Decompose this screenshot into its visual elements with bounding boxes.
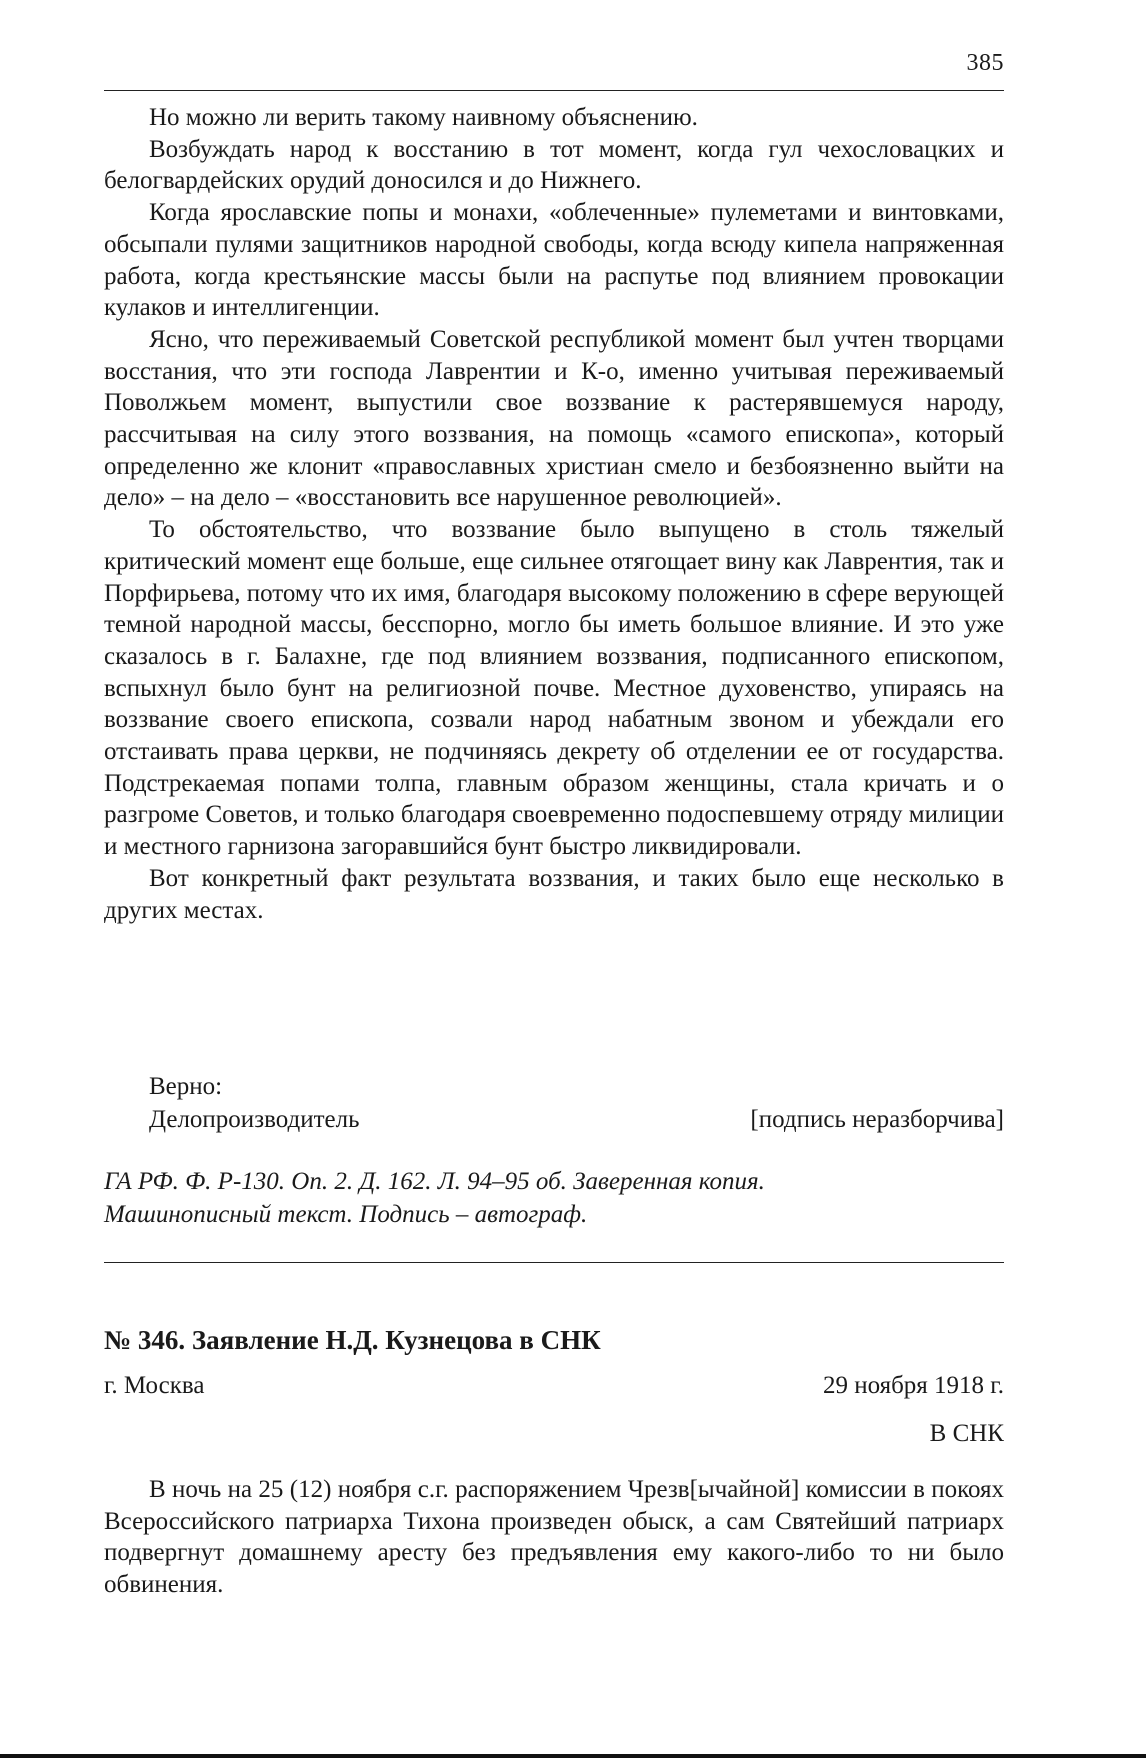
attestation-block bbox=[149, 1070, 1004, 1136]
source-line-1: ГА РФ. Ф. Р-130. Оп. 2. Д. 162. Л. 94–95 об. Заверенная копия. bbox=[104, 1168, 765, 1195]
paragraph-6: Вот конкретный факт результата воззвания, и таких было еще несколько в других местах. bbox=[104, 864, 1004, 924]
document-addressee: В СНК bbox=[929, 1420, 1004, 1447]
clerk-label: Делопроизводитель bbox=[149, 1106, 360, 1133]
signature-note: [подпись неразборчива] bbox=[750, 1106, 1004, 1133]
document-paragraph-1: В ночь на 25 (12) ноября с.г. распоряжением Чрезв[ычайной] комиссии в покоях Всероссийского патриарха Тихона произведен обыск, а сам Святейший патриарх подвергнут домашнему аресту без предъявления ему какого-либо то ни было обвинения. bbox=[104, 1476, 1004, 1599]
archival-source-note bbox=[104, 1165, 1004, 1231]
header-rule bbox=[104, 90, 1004, 91]
paragraph-1: Но можно ли верить такому наивному объяснению. bbox=[149, 104, 698, 131]
document-body bbox=[104, 1474, 1004, 1601]
scan-bottom-edge bbox=[0, 1754, 1146, 1758]
section-divider bbox=[104, 1262, 1004, 1263]
document-place: г. Москва bbox=[104, 1372, 205, 1399]
book-page bbox=[104, 0, 1004, 1758]
paragraph-3: Когда ярославские попы и монахи, «облеченные» пулеметами и винтовками, обсыпали пулями защитников народной свободы, когда всюду кипела напряженная работа, когда крестьянские массы были на распутье под влиянием провокации кулаков и интеллигенции. bbox=[104, 199, 1004, 322]
paragraph-5: То обстоятельство, что воззвание было выпущено в столь тяжелый критический момент еще больше, еще сильнее отягощает вину как Лаврентия, так и Порфирьева, потому что их имя, благодаря высокому положению в сфере верующей темной народной массы, бесспорно, могло бы иметь большое влияние. И это уже сказалось в г. Балахне, где под влиянием воззвания, подписанного епископом, вспыхнул было бунт на религиозной почве. Местное духовенство, упираясь на воззвание своего епископа, созвали народ набатным звоном и убеждали его отстаивать права церкви, не подчиняясь декрету об отделении ее от государства. Подстрекаемая попами толпа, главным образом женщины, стала кричать и о разгроме Советов, и только благодаря своевременно подоспевшему отряду милиции и местного гарнизона загоравшийся бунт быстро ликвидировали. bbox=[104, 516, 1004, 861]
paragraph-2: Возбуждать народ к восстанию в тот момент, когда гул чехословацких и белогвардейских орудий доносился и до Нижнего. bbox=[104, 135, 1004, 195]
paragraph-4: Ясно, что переживаемый Советской республикой момент был учтен творцами восстания, что эти господа Лаврентии и К-о, именно учитывая переживаемый Поволжьем момент, выпустили свое воззвание к растерявшемуся народу, рассчитывая на силу этого воззвания, на помощь «самого епископа», который определенно же клонит «православных христиан смело и безбоязненно выйти на дело» – на дело – «восстановить все нарушенное революцией». bbox=[104, 325, 1004, 512]
source-line-2: Машинописный текст. Подпись – автограф. bbox=[104, 1201, 588, 1228]
verified-label: Верно: bbox=[149, 1073, 223, 1100]
document-title: № 346. Заявление Н.Д. Кузнецова в СНК bbox=[104, 1325, 601, 1355]
page-number: 385 bbox=[966, 50, 1004, 76]
document-meta bbox=[104, 1372, 1004, 1400]
continued-text bbox=[104, 102, 1004, 926]
document-date: 29 ноября 1918 г. bbox=[822, 1372, 1004, 1399]
